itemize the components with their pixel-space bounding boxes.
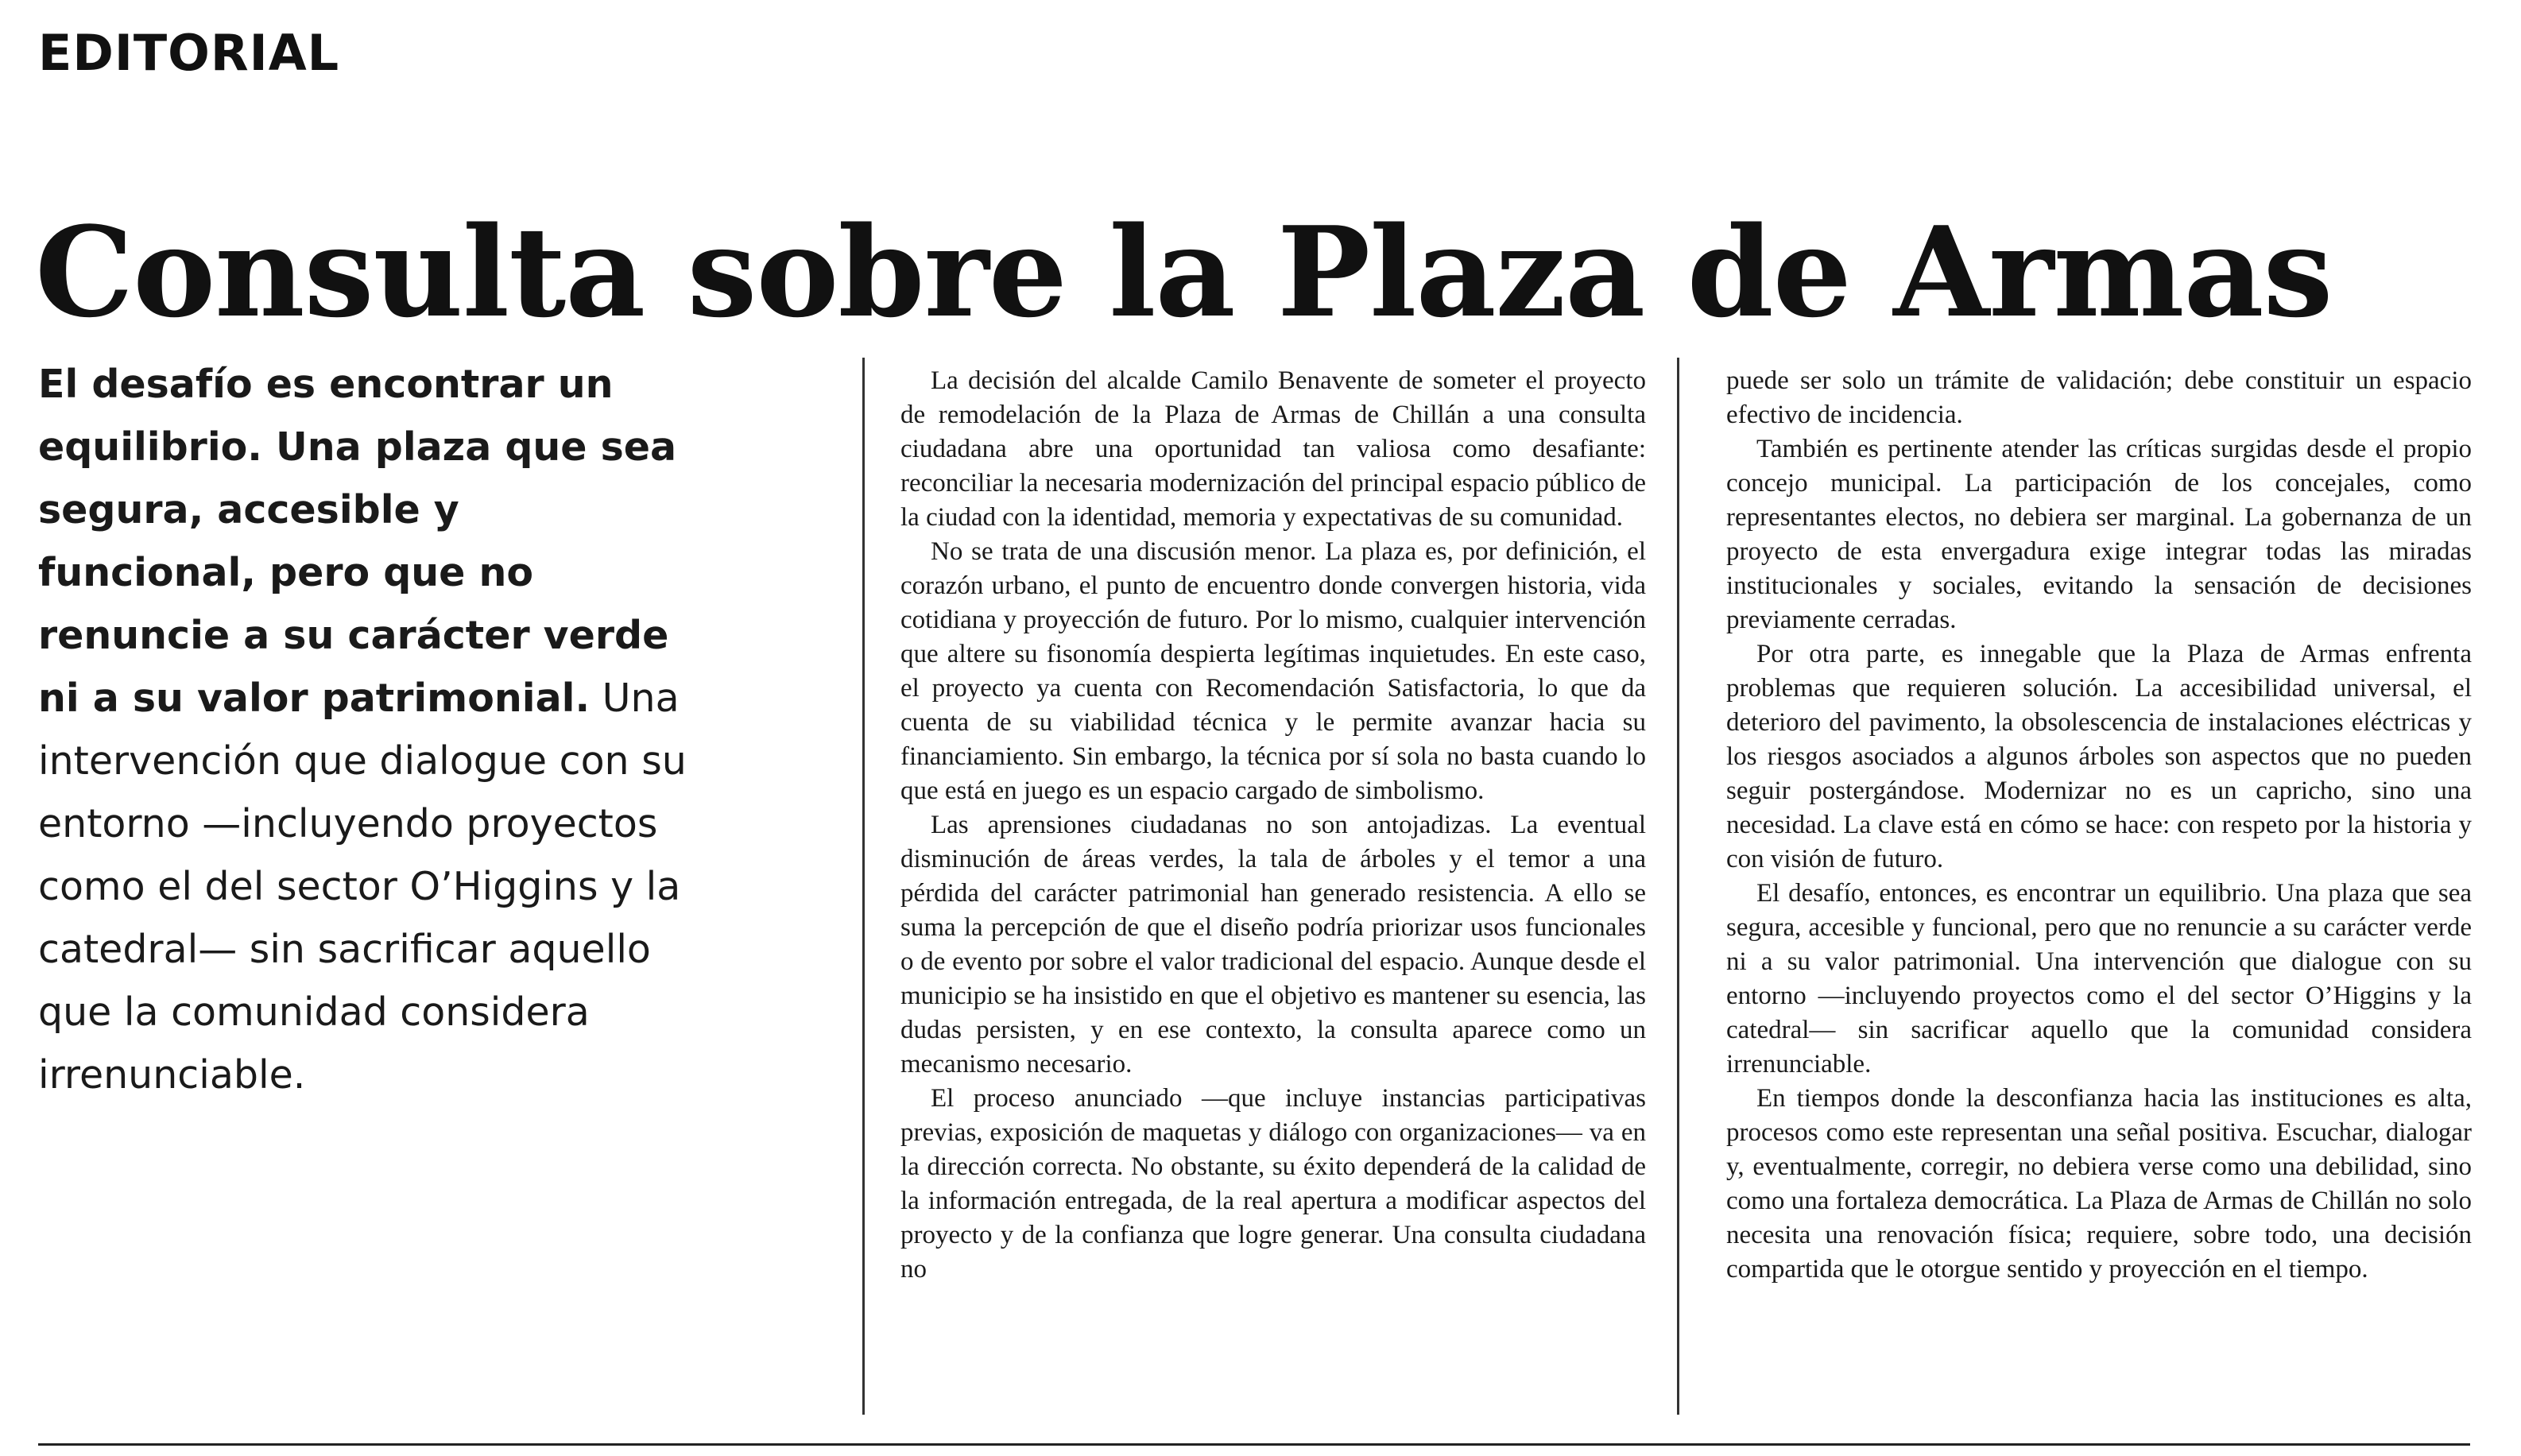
body-paragraph: En tiempos donde la desconfianza hacia las instituciones es alta, procesos como este representan una señal positiva. Escuchar, dialogar y, eventualmente, corregir, no debiera verse como una debilidad, sino como una fortaleza democrática. La Plaza de Armas de Chillán no solo necesita una renovación física; requiere, sobre todo, una decisión compartida que le otorgue sentido y proyección en el tiempo. [1726,1084,2472,1284]
deck-lead: El desafío es encontrar un equilibrio. Una plaza que sea segura, accesible y funcional, pero que no renuncie a su carácter verde ni a su valor patrimonial. [38,362,677,721]
body-column-2 [1726,364,2472,1287]
deck-pullquote [38,353,690,1106]
body-paragraph: El desafío, entonces, es encontrar un equilibrio. Una plaza que sea segura, accesible y funcional, pero que no renuncie a su carácter verde ni a su valor patrimonial. Una intervención que dialogue con su entorno —incluyendo proyectos como el del sector O’Higgins y la catedral— sin sacrificar aquello que la comunidad considera irrenunciable. [1726,879,2472,1078]
body-paragraph: También es pertinente atender las críticas surgidas desde el propio concejo municipal. La participación de los concejales, como representantes electos, no debiera ser marginal. La gobernanza de un proyecto de esta envergadura exige integrar todas las miradas institucionales y sociales, evitando la sensación de decisiones previamente cerradas. [1726,435,2472,634]
section-label: EDITORIAL [38,24,340,82]
body-column-1 [900,364,1646,1287]
column-rule-right [1677,358,1679,1415]
column-rule-left [862,358,865,1415]
body-paragraph: El proceso anunciado —que incluye instancias participativas previas, exposición de maquetas y diálogo con organizaciones— va en la dirección correcta. No obstante, su éxito dependerá de la calidad de la información entregada, de la real apertura a modificar aspectos del proyecto y de la confianza que logre generar. Una consulta ciudadana no [900,1084,1646,1284]
body-paragraph-continuation: puede ser solo un trámite de validación; debe constituir un espacio efectivo de incidencia. [1726,366,2472,429]
body-paragraph: Las aprensiones ciudadanas no son antojadizas. La eventual disminución de áreas verdes, la tala de árboles y el temor a una pérdida del carácter patrimonial han generado resistencia. A ello se suma la percepción de que el diseño podría priorizar usos funcionales o de evento por sobre el valor tradicional del espacio. Aunque desde el municipio se ha insistido en que el objetivo es mantener su esencia, las dudas persisten, y en ese contexto, la consulta aparece como un mecanismo necesario. [900,811,1646,1078]
deck-rest: Una intervención que dialogue con su entorno —incluyendo proyectos como el del sector O’Higgins y la catedral— sin sacrificar aquello que la comunidad considera irrenunciable. [38,676,687,1098]
bottom-rule [38,1443,2470,1446]
headline: Consulta sobre la Plaza de Armas [35,199,2333,345]
body-paragraph: Por otra parte, es innegable que la Plaza de Armas enfrenta problemas que requieren solución. La accesibilidad universal, el deterioro del pavimento, la obsolescencia de instalaciones eléctricas y los riesgos asociados a algunos árboles son aspectos que no pueden seguir postergándose. Modernizar no es un capricho, sino una necesidad. La clave está en cómo se hace: con respeto por la historia y con visión de futuro. [1726,640,2472,873]
body-paragraph: No se trata de una discusión menor. La plaza es, por definición, el corazón urbano, el punto de encuentro donde convergen historia, vida cotidiana y proyección de futuro. Por lo mismo, cualquier intervención que altere su fisonomía despierta legítimas inquietudes. En este caso, el proyecto ya cuenta con Recomendación Satisfactoria, lo que da cuenta de su viabilidad técnica y le permite avanzar hacia su financiamiento. Sin embargo, la técnica por sí sola no basta cuando lo que está en juego es un espacio cargado de simbolismo. [900,537,1646,805]
body-paragraph: La decisión del alcalde Camilo Benavente de someter el proyecto de remodelación de la Plaza de Armas de Chillán a una consulta ciudadana abre una oportunidad tan valiosa como desafiante: reconciliar la necesaria modernización del principal espacio público de la ciudad con la identidad, memoria y expectativas de su comunidad. [900,366,1646,532]
